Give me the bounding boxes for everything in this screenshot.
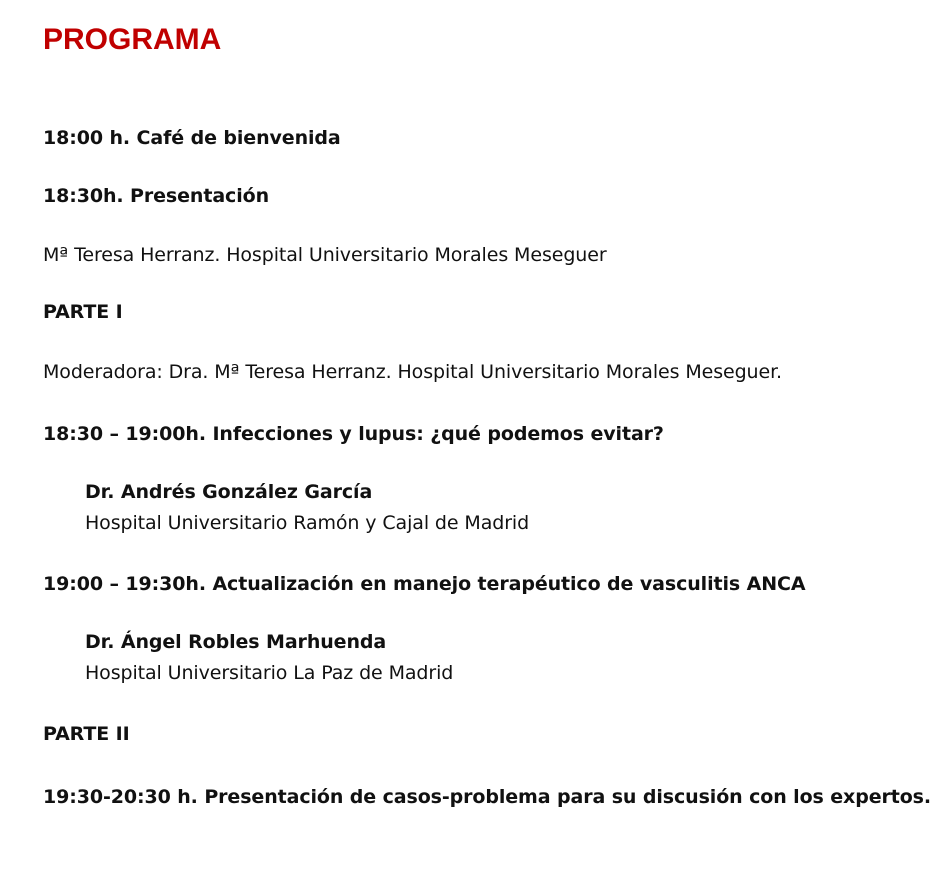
cases-item: 19:30-20:30 h. Presentación de casos-problema para su discusión con los expertos. xyxy=(43,786,931,808)
talk2-affiliation: Hospital Universitario La Paz de Madrid xyxy=(85,662,454,684)
part-two-heading: PARTE II xyxy=(43,723,130,745)
part-one-heading: PARTE I xyxy=(43,301,123,323)
talk2-title: 19:00 – 19:30h. Actualización en manejo terapéutico de vasculitis ANCA xyxy=(43,573,806,595)
talk1-affiliation: Hospital Universitario Ramón y Cajal de Madrid xyxy=(85,512,530,534)
presenter-line: Mª Teresa Herranz. Hospital Universitario Morales Meseguer xyxy=(43,244,607,266)
talk1-speaker: Dr. Andrés González García xyxy=(85,481,373,503)
presentation-item: 18:30h. Presentación xyxy=(43,185,270,207)
talk1-title: 18:30 – 19:00h. Infecciones y lupus: ¿qué podemos evitar? xyxy=(43,423,664,445)
moderator-line: Moderadora: Dra. Mª Teresa Herranz. Hospital Universitario Morales Meseguer. xyxy=(43,361,782,383)
talk2-speaker: Dr. Ángel Robles Marhuenda xyxy=(85,631,387,653)
page-title: PROGRAMA xyxy=(43,23,222,56)
welcome-item: 18:00 h. Café de bienvenida xyxy=(43,127,341,149)
